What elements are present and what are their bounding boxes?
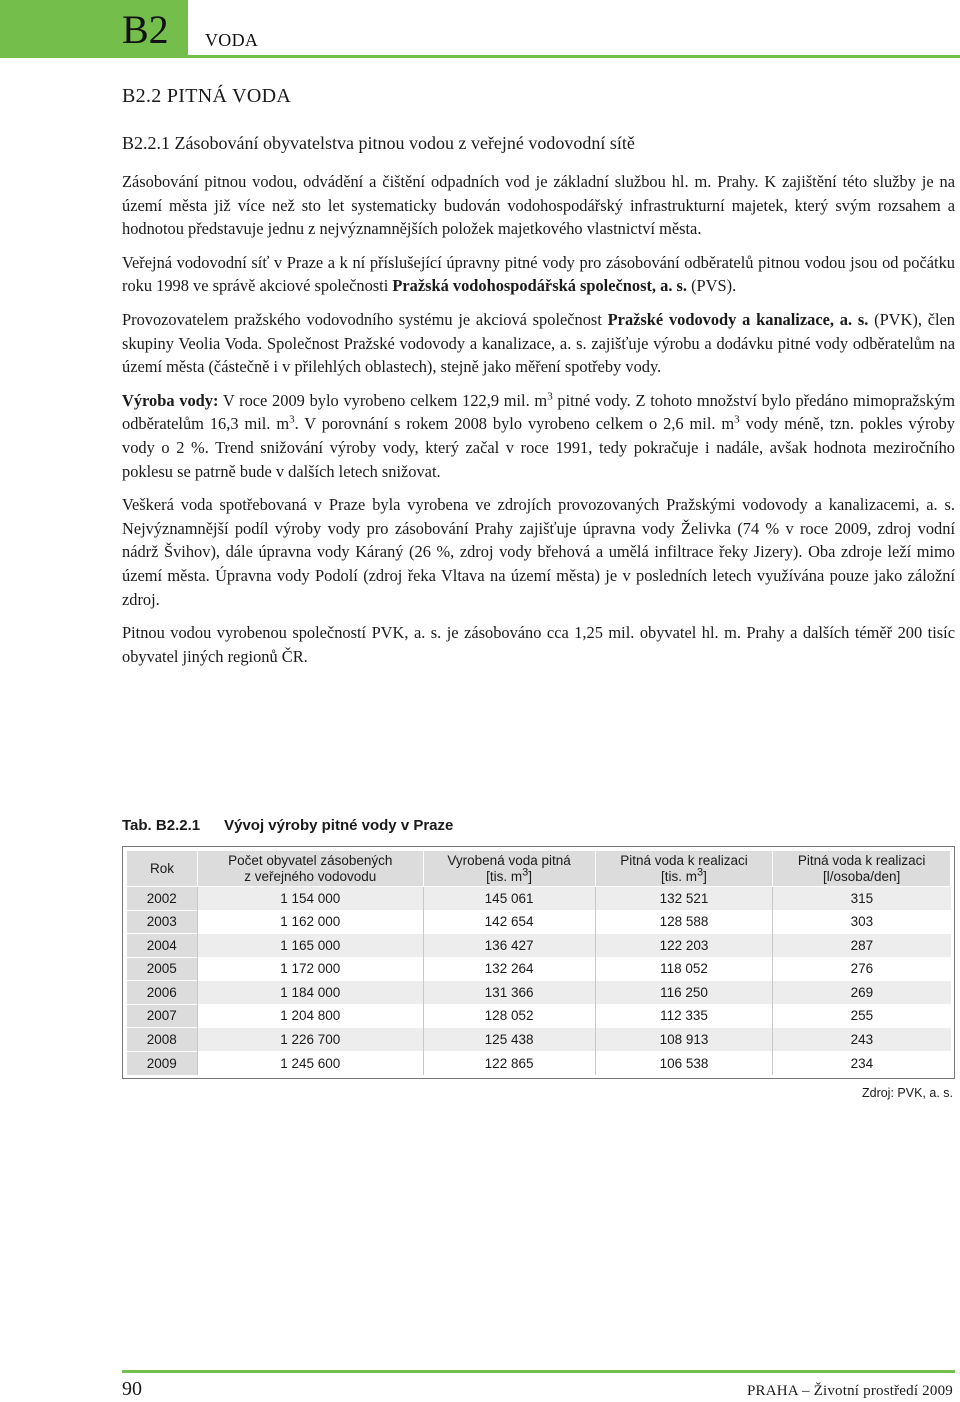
paragraph-4 xyxy=(122,389,955,483)
header-year xyxy=(127,851,198,887)
paragraph-6 xyxy=(122,621,955,668)
section-title: B2.2 PITNÁ VODA xyxy=(122,85,292,107)
cell-per-capita: 315 xyxy=(773,887,951,911)
cell-population: 1 204 800 xyxy=(198,1004,424,1028)
header-realization-line-1: Pitná voda k realizaci xyxy=(620,852,748,868)
table-caption-label: Tab. B2.2.1 xyxy=(122,817,201,834)
cell-per-capita: 303 xyxy=(773,910,951,934)
header-produced-unit: [tis. m xyxy=(486,868,523,884)
cell-produced: 122 865 xyxy=(423,1051,595,1075)
cell-year: 2005 xyxy=(127,957,198,981)
cell-per-capita: 255 xyxy=(773,1004,951,1028)
cell-year: 2002 xyxy=(127,887,198,911)
cell-produced: 132 264 xyxy=(423,957,595,981)
superscript: 3 xyxy=(734,413,740,426)
paragraph-1 xyxy=(122,170,955,241)
paragraph-3-text: Provozovatelem pražského vodovodního systému je akciová společnost xyxy=(122,309,608,329)
paragraph-4-text-d: vody méně, tzn. pokles výroby vody o 2 %. Trend snižování výroby vody, který začal v roce 1991, tedy pokračuje i nadále, avšak hodnota meziročního poklesu se patrně bude v dalších letech snižovat. xyxy=(122,414,955,481)
paragraph-4-text-b: pitné vody. Z tohoto množství bylo předáno mimopražským odběratelům 16,3 mil. m xyxy=(122,390,956,434)
cell-realization: 118 052 xyxy=(595,957,773,981)
header-realization-unit: [tis. m xyxy=(661,868,698,884)
cell-per-capita: 269 xyxy=(773,981,951,1005)
footer-rule xyxy=(122,1370,955,1373)
paragraph-2 xyxy=(122,251,955,298)
cell-year: 2003 xyxy=(127,910,198,934)
header-population-line-1: Počet obyvatel zásobených xyxy=(228,852,393,868)
paragraph-4-text-a: V roce 2009 bylo vyrobeno celkem 122,9 mil. m xyxy=(218,390,548,410)
table-row xyxy=(127,1051,951,1075)
cell-population: 1 154 000 xyxy=(198,887,424,911)
cell-produced: 125 438 xyxy=(423,1028,595,1052)
paragraph-6-text: Pitnou vodou vyrobenou společností PVK, a. s. je zásobováno cca 1,25 mil. obyvatel hl. m. Prahy a dalších téměř 200 tisíc obyvatel jiných regionů ČR. xyxy=(122,623,955,666)
header-per-capita-unit: [l/osoba/den] xyxy=(823,868,901,884)
cell-per-capita: 243 xyxy=(773,1028,951,1052)
header-realization xyxy=(595,851,773,887)
cell-realization: 132 521 xyxy=(595,887,773,911)
table-row xyxy=(127,910,951,934)
chapter-name: VODA xyxy=(205,30,259,50)
superscript: 3 xyxy=(547,390,553,403)
header-population xyxy=(198,851,424,887)
footer-title: PRAHA – Životní prostředí 2009 xyxy=(746,1383,953,1399)
table-caption xyxy=(122,816,453,836)
cell-population: 1 226 700 xyxy=(198,1028,424,1052)
paragraph-5 xyxy=(122,493,955,611)
cell-produced: 131 366 xyxy=(423,981,595,1005)
header-per-capita xyxy=(773,851,951,887)
paragraph-3 xyxy=(122,308,955,379)
cell-per-capita: 276 xyxy=(773,957,951,981)
cell-year: 2009 xyxy=(127,1051,198,1075)
table-row xyxy=(127,957,951,981)
table xyxy=(126,850,951,1075)
cell-year: 2008 xyxy=(127,1028,198,1052)
page-header xyxy=(0,0,960,58)
table-row xyxy=(127,887,951,911)
water-production-label: Výroba vody: xyxy=(122,390,219,410)
cell-per-capita: 287 xyxy=(773,934,951,958)
cell-realization: 112 335 xyxy=(595,1004,773,1028)
cell-realization: 116 250 xyxy=(595,981,773,1005)
paragraph-4-text-c: . V porovnání s rokem 2008 bylo vyrobeno celkem o 2,6 mil. m xyxy=(294,414,735,434)
cell-population: 1 162 000 xyxy=(198,910,424,934)
superscript: 3 xyxy=(289,413,295,426)
cell-produced: 142 654 xyxy=(423,910,595,934)
paragraph-3-tail: (PVK), člen skupiny Veolia Voda. Společnost Pražské vodovody a kanalizace, a. s. zajišťuje výrobu a dodávku pitné vody odběratelům na území města (částečně i v přilehlých oblastech), stejně jako měření spotřeby vody. xyxy=(122,309,955,377)
paragraph-2-tail: (PVS). xyxy=(687,276,737,296)
table-row xyxy=(127,1004,951,1028)
header-produced xyxy=(423,851,595,887)
header-produced-bracket: ] xyxy=(528,868,533,884)
body-text xyxy=(122,170,955,678)
header-rule xyxy=(188,55,960,58)
table-caption-title: Vývoj výroby pitné vody v Praze xyxy=(224,817,454,834)
cell-realization: 128 588 xyxy=(595,910,773,934)
cell-produced: 145 061 xyxy=(423,887,595,911)
header-population-line-2: z veřejného vodovodu xyxy=(244,868,377,884)
chapter-code: B2 xyxy=(122,7,169,52)
superscript: 3 xyxy=(697,866,704,878)
cell-realization: 108 913 xyxy=(595,1028,773,1052)
table-row xyxy=(127,934,951,958)
paragraph-1-text: Zásobování pitnou vodou, odvádění a čištění odpadních vod je základní službou hl. m. Prahy. K zajištění této služby je na území města již více než sto let systematicky budován vodohospodářský infrastrukturní majetek, který svým rozsahem a hodnotou představuje jednu z nejvýznamnějších položek majetkového vlastnictví města. xyxy=(122,172,955,239)
table-source: Zdroj: PVK, a. s. xyxy=(861,1086,953,1100)
superscript: 3 xyxy=(522,866,529,878)
cell-realization: 122 203 xyxy=(595,934,773,958)
water-production-table xyxy=(122,846,955,1079)
table-body xyxy=(127,887,951,1075)
cell-population: 1 172 000 xyxy=(198,957,424,981)
cell-per-capita: 234 xyxy=(773,1051,951,1075)
table-row xyxy=(127,1028,951,1052)
cell-population: 1 165 000 xyxy=(198,934,424,958)
cell-year: 2007 xyxy=(127,1004,198,1028)
header-produced-line-1: Vyrobená voda pitná xyxy=(447,852,571,868)
cell-year: 2004 xyxy=(127,934,198,958)
cell-population: 1 184 000 xyxy=(198,981,424,1005)
subsection-title: B2.2.1 Zásobování obyvatelstva pitnou vodou z veřejné vodovodní sítě xyxy=(122,133,635,153)
header-year-label: Rok xyxy=(149,860,174,876)
pvs-name: Pražská vodohospodářská společnost, a. s. xyxy=(392,276,687,296)
pvk-name: Pražské vodovody a kanalizace, a. s. xyxy=(607,309,869,329)
paragraph-2-text: Veřejná vodovodní síť v Praze a k ní příslušející úpravny pitné vody pro zásobování odběratelů pitnou vodou jsou od počátku roku 1998 ve správě akciové společnosti xyxy=(122,252,955,296)
cell-year: 2006 xyxy=(127,981,198,1005)
header-realization-bracket: ] xyxy=(703,868,707,884)
table-row xyxy=(127,981,951,1005)
header-per-capita-line-1: Pitná voda k realizaci xyxy=(797,852,926,868)
table-header-row xyxy=(127,851,951,887)
paragraph-5-text: Veškerá voda spotřebovaná v Praze byla vyrobena ve zdrojích provozovaných Pražskými vodovody a kanalizacemi, a. s. Nejvýznamnější podíl výroby vody pro zásobování Prahy zajišťuje úpravna vody Želivka (74 % v roce 2009, zdroj vodní nádrž Švihov), dále úpravna vody Káraný (26 %, zdroj vody břehová a umělá infiltrace řeky Jizery). Oba zdroje leží mimo území města. Úpravna vody Podolí (zdroj řeka Vltava na území města) je v posledních letech využívána pouze jako záložní zdroj. xyxy=(122,495,955,609)
cell-produced: 136 427 xyxy=(423,934,595,958)
cell-population: 1 245 600 xyxy=(198,1051,424,1075)
cell-realization: 106 538 xyxy=(595,1051,773,1075)
page-number: 90 xyxy=(122,1378,142,1400)
cell-produced: 128 052 xyxy=(423,1004,595,1028)
